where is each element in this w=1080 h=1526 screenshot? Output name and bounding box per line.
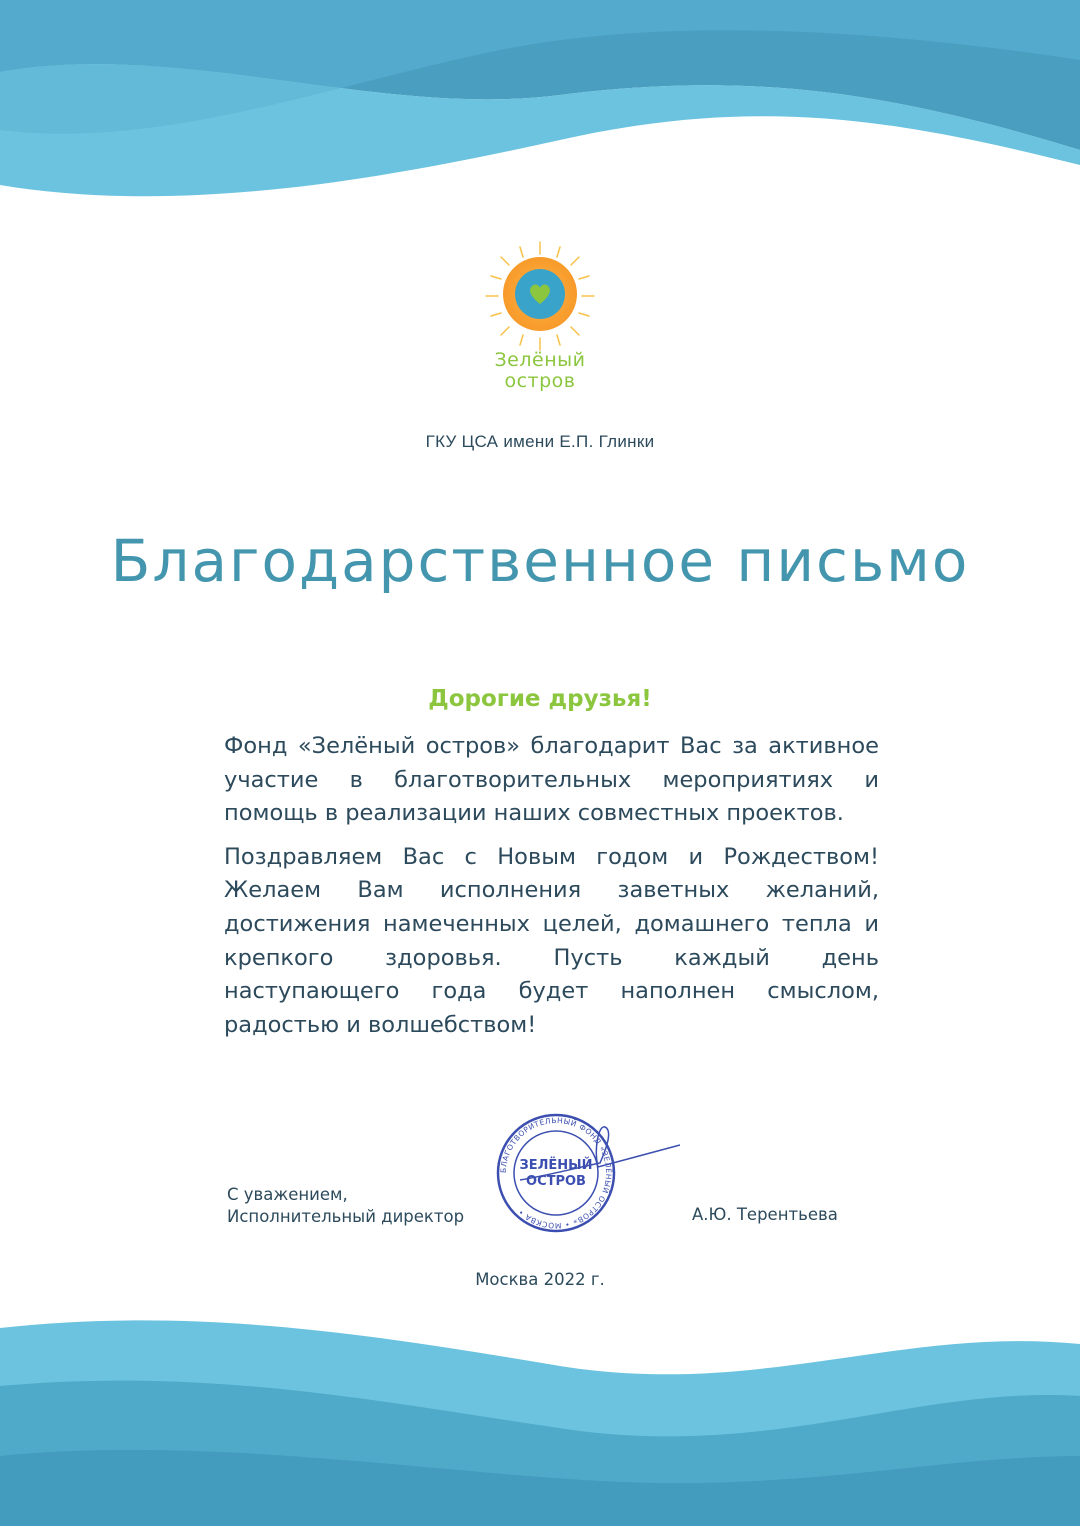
stamp-center-line1: ЗЕЛЁНЫЙ <box>519 1158 593 1173</box>
bottom-wave-decoration <box>0 1306 1080 1526</box>
logo-wordmark <box>0 350 1080 392</box>
closing-block <box>227 1184 464 1228</box>
paragraph: Поздравляем Вас с Новым годом и Рождеством! Желаем Вам исполнения заветных желаний, достижения намеченных целей, домашнего тепла и крепкого здоровья. Пусть каждый день наступающего года будет наполнен смыслом, радостью и волшебством! <box>224 843 879 1038</box>
top-wave-decoration <box>0 0 1080 220</box>
organization-name: ГКУ ЦСА имени Е.П. Глинки <box>425 432 655 451</box>
stamp-center-line2: ОСТРОВ <box>526 1174 586 1189</box>
greeting: Дорогие друзья! <box>428 686 652 712</box>
stamp-and-signature-icon <box>490 1105 690 1235</box>
logo-wordmark-line1: Зелёный <box>494 349 586 371</box>
letter-title-text: Благодарственное письмо <box>110 527 970 595</box>
signer-position: Исполнительный директор <box>227 1207 465 1226</box>
letter-title <box>0 527 1080 595</box>
closing-regards: С уважением, <box>227 1185 348 1204</box>
stamp-ring-text: БЛАГОТВОРИТЕЛЬНЫЙ ФОНД «ЗЕЛЁНЫЙ ОСТРОВ» • МОСКВА • <box>498 1115 614 1231</box>
logo-wordmark-line2: остров <box>504 370 576 392</box>
signer-name: А.Ю. Терентьева <box>692 1205 838 1224</box>
place-and-date: Москва 2022 г. <box>475 1270 605 1289</box>
paragraph: Фонд «Зелёный остров» благодарит Вас за активное участие в благотворительных мероприятиях и помощь в реализации наших совместных проектов. <box>224 733 879 827</box>
sun-heart-logo-icon <box>480 236 600 356</box>
letter-body <box>224 730 879 1052</box>
